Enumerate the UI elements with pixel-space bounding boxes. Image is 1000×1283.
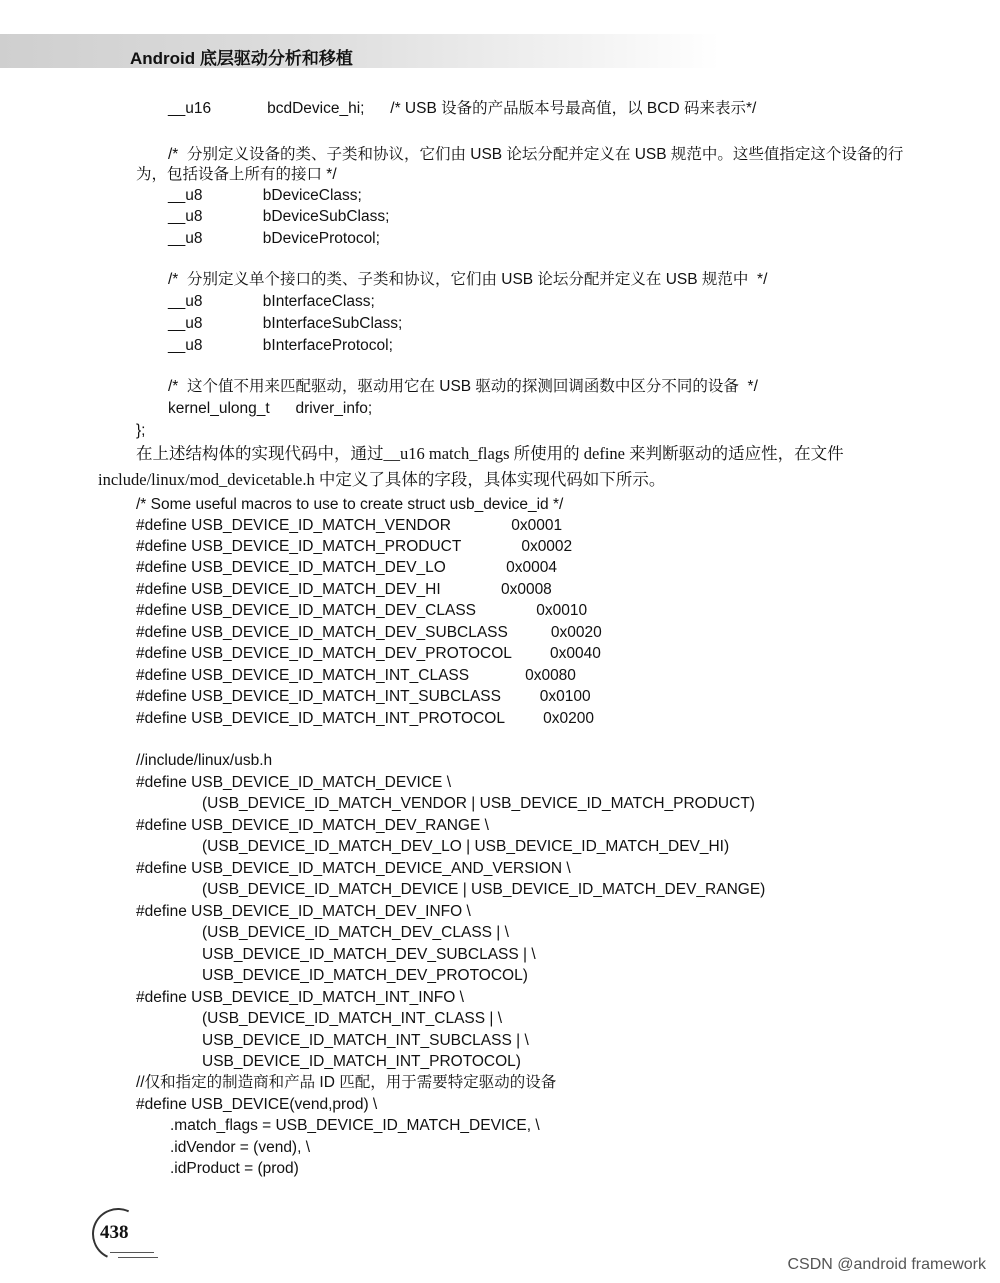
code-line: #define USB_DEVICE_ID_MATCH_VENDOR 0x0001 bbox=[136, 517, 563, 534]
watermark: CSDN @android framework bbox=[787, 1256, 986, 1273]
code-line: #define USB_DEVICE_ID_MATCH_DEV_SUBCLASS 0x0020 bbox=[136, 624, 602, 641]
code-line: __u8 bInterfaceClass; bbox=[168, 293, 375, 310]
header-band bbox=[0, 34, 720, 68]
code-line: (USB_DEVICE_ID_MATCH_DEV_LO | USB_DEVICE_ID_MATCH_DEV_HI) bbox=[202, 838, 730, 855]
code-line: #define USB_DEVICE_ID_MATCH_PRODUCT 0x0002 bbox=[136, 538, 573, 555]
code-line: #define USB_DEVICE_ID_MATCH_DEV_LO 0x0004 bbox=[136, 559, 557, 576]
code-line: .match_flags = USB_DEVICE_ID_MATCH_DEVICE, \ bbox=[170, 1117, 540, 1134]
code-line: USB_DEVICE_ID_MATCH_DEV_PROTOCOL) bbox=[202, 967, 528, 984]
code-line: #define USB_DEVICE_ID_MATCH_DEV_PROTOCOL 0x0040 bbox=[136, 645, 601, 662]
code-line: #define USB_DEVICE(vend,prod) \ bbox=[136, 1096, 378, 1113]
code-line: USB_DEVICE_ID_MATCH_INT_PROTOCOL) bbox=[202, 1053, 521, 1070]
page-number-rule bbox=[110, 1252, 154, 1253]
code-line: #define USB_DEVICE_ID_MATCH_DEVICE_AND_VERSION \ bbox=[136, 860, 571, 877]
code-line: #define USB_DEVICE_ID_MATCH_DEV_CLASS 0x0010 bbox=[136, 602, 588, 619]
code-line: __u8 bDeviceSubClass; bbox=[168, 208, 390, 225]
code-line: /* 分别定义设备的类、子类和协议，它们由 USB 论坛分配并定义在 USB 规范中。这些值指定这个设备的行 bbox=[168, 146, 904, 163]
code-line: /* 分别定义单个接口的类、子类和协议，它们由 USB 论坛分配并定义在 USB 规范中 */ bbox=[168, 271, 768, 288]
code-line: .idProduct = (prod) bbox=[170, 1160, 299, 1177]
code-line: (USB_DEVICE_ID_MATCH_VENDOR | USB_DEVICE_ID_MATCH_PRODUCT) bbox=[202, 795, 755, 812]
code-line: __u16 bcdDevice_hi; /* USB 设备的产品版本号最高值，以 BCD 码来表示*/ bbox=[168, 100, 757, 117]
page-number-rule bbox=[118, 1257, 158, 1258]
code-line: //仅和指定的制造商和产品 ID 匹配，用于需要特定驱动的设备 bbox=[136, 1074, 557, 1091]
code-line: __u8 bDeviceProtocol; bbox=[168, 230, 380, 247]
code-line: 为，包括设备上所有的接口 */ bbox=[136, 166, 337, 183]
code-line: #define USB_DEVICE_ID_MATCH_INT_SUBCLASS 0x0100 bbox=[136, 688, 591, 705]
code-line: #define USB_DEVICE_ID_MATCH_DEV_INFO \ bbox=[136, 903, 471, 920]
code-line: #define USB_DEVICE_ID_MATCH_DEV_RANGE \ bbox=[136, 817, 489, 834]
code-line: __u8 bInterfaceProtocol; bbox=[168, 337, 393, 354]
body-paragraph-line-1: 在上述结构体的实现代码中，通过__u16 match_flags 所使用的 define 来判断驱动的适应性，在文件 bbox=[136, 444, 844, 463]
running-header-title: Android 底层驱动分析和移植 bbox=[130, 49, 353, 68]
page-number-badge bbox=[92, 1208, 162, 1260]
code-line: __u8 bInterfaceSubClass; bbox=[168, 315, 403, 332]
code-line: #define USB_DEVICE_ID_MATCH_DEVICE \ bbox=[136, 774, 451, 791]
code-line: (USB_DEVICE_ID_MATCH_INT_CLASS | \ bbox=[202, 1010, 503, 1027]
page-number: 438 bbox=[100, 1222, 129, 1243]
code-line: __u8 bDeviceClass; bbox=[168, 187, 362, 204]
code-line: kernel_ulong_t driver_info; bbox=[168, 400, 373, 417]
code-line: //include/linux/usb.h bbox=[136, 752, 273, 769]
code-line: /* 这个值不用来匹配驱动，驱动用它在 USB 驱动的探测回调函数中区分不同的设备 */ bbox=[168, 378, 758, 395]
code-line: (USB_DEVICE_ID_MATCH_DEVICE | USB_DEVICE_ID_MATCH_DEV_RANGE) bbox=[202, 881, 766, 898]
code-line: /* Some useful macros to use to create struct usb_device_id */ bbox=[136, 496, 564, 513]
code-line: .idVendor = (vend), \ bbox=[170, 1139, 311, 1156]
code-line: USB_DEVICE_ID_MATCH_INT_SUBCLASS | \ bbox=[202, 1032, 529, 1049]
code-line: #define USB_DEVICE_ID_MATCH_INT_CLASS 0x0080 bbox=[136, 667, 576, 684]
code-line: USB_DEVICE_ID_MATCH_DEV_SUBCLASS | \ bbox=[202, 946, 536, 963]
code-line: #define USB_DEVICE_ID_MATCH_DEV_HI 0x0008 bbox=[136, 581, 552, 598]
code-line: }; bbox=[136, 422, 146, 439]
code-line: #define USB_DEVICE_ID_MATCH_INT_INFO \ bbox=[136, 989, 464, 1006]
code-line: #define USB_DEVICE_ID_MATCH_INT_PROTOCOL 0x0200 bbox=[136, 710, 594, 727]
body-paragraph-line-2: include/linux/mod_devicetable.h 中定义了具体的字段，具体实现代码如下所示。 bbox=[98, 470, 666, 489]
code-line: (USB_DEVICE_ID_MATCH_DEV_CLASS | \ bbox=[202, 924, 509, 941]
